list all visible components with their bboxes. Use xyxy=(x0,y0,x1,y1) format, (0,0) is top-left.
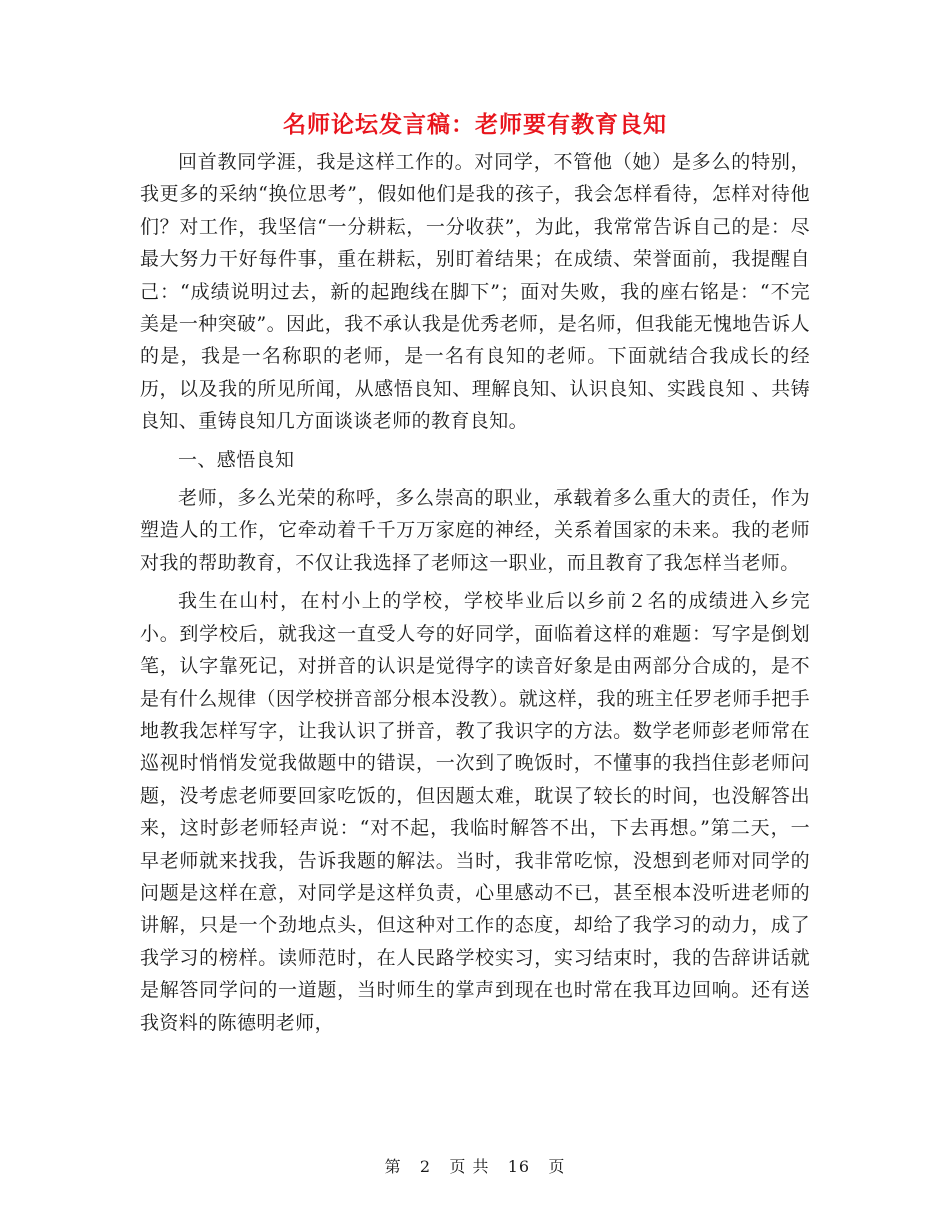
footer-middle: 页 共 xyxy=(449,1157,490,1176)
footer-page-number: 2 xyxy=(419,1157,432,1176)
footer-suffix: 页 xyxy=(548,1157,566,1176)
footer-total-pages: 16 xyxy=(507,1157,531,1176)
section-paragraph-1: 老师，多么光荣的称呼，多么崇高的职业，承载着多么重大的责任，作为塑造人的工作，它牵动着千千万万家庭的神经，关系着国家的未来。我的老师对我的帮助教育，不仅让我选择了老师这一职业，而且教育了我怎样当老师。 xyxy=(140,487,810,574)
page-footer xyxy=(0,1155,950,1179)
document-title: 名师论坛发言稿：老师要有教育良知 xyxy=(283,111,667,138)
document-body xyxy=(140,146,810,1045)
intro-paragraph: 回首教同学涯，我是这样工作的。对同学，不管他（她）是多么的特别，我更多的采纳“换位思考”，假如他们是我的孩子，我会怎样看待，怎样对待他们？对工作，我坚信“一分耕耘，一分收获”，为此，我常常告诉自己的是：尽最大努力干好每件事，重在耕耘，别盯着结果；在成绩、荣誉面前，我提醒自己：“成绩说明过去，新的起跑线在脚下”；面对失败，我的座右铭是：“不完美是一种突破”。因此，我不承认我是优秀老师，是名师，但我能无愧地告诉人的是，我是一名称职的老师，是一名有良知的老师。下面就结合我成长的经历，以及我的所见所闻，从感悟良知、理解良知、认识良知、实践良知 、共铸良知、重铸良知几方面谈谈老师的教育良知。 xyxy=(140,151,810,433)
section-paragraph-2: 我生在山村，在村小上的学校，学校毕业后以乡前２名的成绩进入乡完小。到学校后，就我这一直受人夸的好同学，面临着这样的难题：写字是倒划笔，认字靠死记，对拼音的认识是觉得字的读音好象是由两部分合成的，是不是有什么规律（因学校拼音部分根本没教）。就这样，我的班主任罗老师手把手地教我怎样写字，让我认识了拼音，教了我识字的方法。数学老师彭老师常在巡视时悄悄发觉我做题中的错误，一次到了晚饭时，不懂事的我挡住彭老师问题，没考虑老师要回家吃饭的，但因题太难，耽误了较长的时间，也没解答出来，这时彭老师轻声说：“对不起，我临时解答不出，下去再想。”第二天，一早老师就来找我，告诉我题的解法。当时，我非常吃惊，没想到老师对同学的问题是这样在意，对同学是这样负责，心里感动不已，甚至根本没听进老师的讲解，只是一个劲地点头，但这种对工作的态度，却给了我学习的动力，成了我学习的榜样。读师范时，在人民路学校实习，实习结束时，我的告辞讲话就是解答同学问的一道题，当时师生的掌声到现在也时常在我耳边回响。还有送我资料的陈德明老师， xyxy=(140,590,810,1034)
footer-prefix: 第 xyxy=(384,1157,402,1176)
section-heading: 一、感悟良知 xyxy=(178,448,295,471)
